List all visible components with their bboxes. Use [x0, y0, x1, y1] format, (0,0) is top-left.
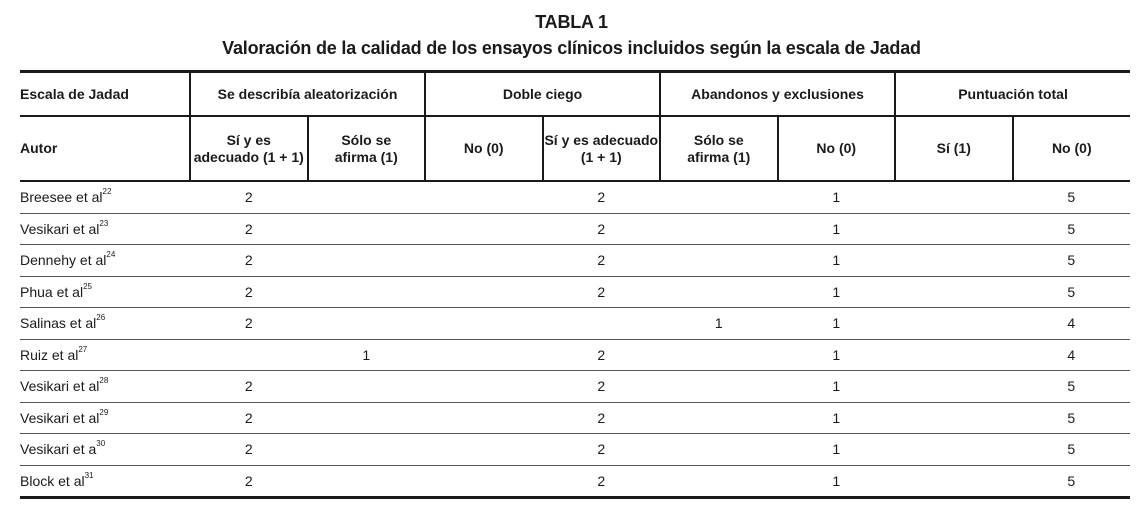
score-cell [308, 371, 426, 403]
subheader-line: Sí y es adecuado [544, 131, 659, 148]
reference-number: 25 [83, 281, 92, 291]
author-cell [20, 181, 190, 213]
score-cell [895, 276, 1013, 308]
score-cell [308, 276, 426, 308]
subheader-line: afirma (1) [334, 148, 398, 165]
author-cell [20, 371, 190, 403]
table-row [20, 213, 1130, 245]
header-randomization: Se describía aleatorización [190, 72, 425, 117]
subheader-line: (1 + 1) [580, 148, 622, 165]
score-cell [895, 434, 1013, 466]
score-cell [543, 308, 661, 340]
author-cell [20, 308, 190, 340]
score-cell: 2 [190, 402, 308, 434]
score-cell [895, 245, 1013, 277]
score-cell: 2 [190, 213, 308, 245]
author-name: Phua et al [20, 283, 84, 300]
score-cell [425, 213, 543, 245]
score-cell: 2 [543, 465, 661, 498]
reference-number: 30 [96, 439, 106, 449]
score-cell: 1 [778, 308, 896, 340]
table-row [20, 308, 1130, 340]
table-row [20, 339, 1130, 371]
header-double-blind: Doble ciego [425, 72, 660, 117]
score-cell: 1 [778, 339, 896, 371]
score-cell [425, 402, 543, 434]
score-cell: 2 [543, 276, 661, 308]
score-cell: 2 [543, 434, 661, 466]
author-name: Ruiz et al [20, 346, 79, 363]
author-name: Block et al [20, 472, 85, 489]
reference-number: 27 [78, 344, 88, 354]
score-cell: 5 [1013, 402, 1131, 434]
subheader-line: afirma (1) [687, 148, 751, 165]
score-cell: 1 [778, 402, 896, 434]
table-row [20, 276, 1130, 308]
score-cell [425, 434, 543, 466]
table-title: TABLA 1 [535, 12, 608, 32]
subheader-no-rand: No (0) [425, 116, 543, 181]
score-cell [308, 308, 426, 340]
header-withdrawals: Abandonos y exclusiones [660, 72, 895, 117]
score-cell: 2 [190, 434, 308, 466]
score-cell [425, 371, 543, 403]
score-cell [895, 402, 1013, 434]
score-cell [660, 339, 778, 371]
author-cell [20, 276, 190, 308]
subheader-line: adecuado (1 + 1) [193, 148, 304, 165]
score-cell: 1 [660, 308, 778, 340]
score-cell: 5 [1013, 213, 1131, 245]
score-cell [425, 308, 543, 340]
author-name: Vesikari et al [20, 378, 100, 395]
score-cell [660, 213, 778, 245]
reference-number: 23 [99, 218, 109, 228]
score-cell: 1 [778, 465, 896, 498]
score-cell [895, 213, 1013, 245]
score-cell [660, 276, 778, 308]
table-subtitle: Valoración de la calidad de los ensayos clínicos incluidos según la escala de Jadad [222, 38, 921, 58]
author-cell [20, 465, 190, 498]
subheader-no-withdrawals: No (0) [1013, 116, 1131, 181]
score-cell [895, 308, 1013, 340]
table-row [20, 181, 1130, 213]
score-cell [190, 339, 308, 371]
score-cell: 1 [308, 339, 426, 371]
author-name: Breesee et al [20, 189, 103, 206]
score-cell: 2 [190, 276, 308, 308]
table-body [20, 181, 1130, 498]
subheader-no-blind: No (0) [778, 116, 896, 181]
score-cell: 5 [1013, 371, 1131, 403]
score-cell: 5 [1013, 276, 1131, 308]
score-cell [425, 276, 543, 308]
author-cell [20, 213, 190, 245]
score-cell: 1 [778, 434, 896, 466]
score-cell: 2 [190, 308, 308, 340]
subheader-line: Sí y es [226, 131, 271, 148]
subheader-line: Sólo se [693, 131, 744, 148]
score-cell [308, 213, 426, 245]
score-cell [425, 339, 543, 371]
score-cell [308, 245, 426, 277]
reference-number: 28 [99, 376, 109, 386]
score-cell: 5 [1013, 181, 1131, 213]
table-row [20, 245, 1130, 277]
score-cell [308, 434, 426, 466]
header-total-score: Puntuación total [895, 72, 1130, 117]
jadad-quality-table [20, 70, 1130, 499]
score-cell: 2 [543, 402, 661, 434]
subheader-row [20, 116, 1130, 181]
score-cell [308, 402, 426, 434]
score-cell: 2 [190, 465, 308, 498]
score-cell [660, 434, 778, 466]
score-cell [660, 181, 778, 213]
score-cell: 1 [778, 276, 896, 308]
score-cell: 4 [1013, 339, 1131, 371]
score-cell [425, 245, 543, 277]
score-cell [660, 465, 778, 498]
score-cell [308, 181, 426, 213]
subheader-yes-adequate-blind [543, 116, 661, 181]
header-scale: Escala de Jadad [20, 72, 190, 117]
table-row [20, 402, 1130, 434]
score-cell: 1 [778, 371, 896, 403]
author-name: Vesikari et al [20, 220, 100, 237]
subheader-line: Sólo se [341, 131, 392, 148]
score-cell [895, 339, 1013, 371]
author-name: Dennehy et al [20, 252, 107, 269]
subheader-yes-adequate-rand [190, 116, 308, 181]
score-cell: 4 [1013, 308, 1131, 340]
subheader-yes-withdrawals: Sí (1) [895, 116, 1013, 181]
score-cell: 1 [778, 245, 896, 277]
header-group-row [20, 72, 1130, 117]
subheader-stated-only-blind [660, 116, 778, 181]
author-cell [20, 245, 190, 277]
author-name: Vesikari et al [20, 409, 100, 426]
table-row [20, 434, 1130, 466]
author-cell [20, 434, 190, 466]
author-cell [20, 402, 190, 434]
score-cell: 1 [778, 213, 896, 245]
score-cell: 5 [1013, 465, 1131, 498]
table-row [20, 371, 1130, 403]
table-row [20, 465, 1130, 498]
score-cell: 2 [543, 371, 661, 403]
score-cell: 2 [190, 371, 308, 403]
author-cell [20, 339, 190, 371]
subheader-stated-only-rand [308, 116, 426, 181]
score-cell: 1 [778, 181, 896, 213]
score-cell [895, 181, 1013, 213]
author-name: Salinas et al [20, 315, 97, 332]
score-cell [425, 465, 543, 498]
score-cell: 2 [190, 181, 308, 213]
subheader-author: Autor [20, 116, 190, 181]
score-cell [425, 181, 543, 213]
score-cell [895, 465, 1013, 498]
score-cell: 2 [543, 213, 661, 245]
score-cell [660, 371, 778, 403]
reference-number: 26 [96, 313, 106, 323]
score-cell [308, 465, 426, 498]
reference-number: 29 [99, 407, 109, 417]
author-name: Vesikari et a [20, 441, 97, 458]
score-cell: 2 [543, 181, 661, 213]
score-cell: 5 [1013, 245, 1131, 277]
score-cell: 2 [543, 339, 661, 371]
score-cell [660, 402, 778, 434]
reference-number: 31 [84, 470, 94, 480]
score-cell: 2 [190, 245, 308, 277]
reference-number: 24 [106, 250, 116, 260]
score-cell: 5 [1013, 434, 1131, 466]
reference-number: 22 [102, 187, 112, 197]
score-cell: 2 [543, 245, 661, 277]
score-cell [660, 245, 778, 277]
score-cell [895, 371, 1013, 403]
